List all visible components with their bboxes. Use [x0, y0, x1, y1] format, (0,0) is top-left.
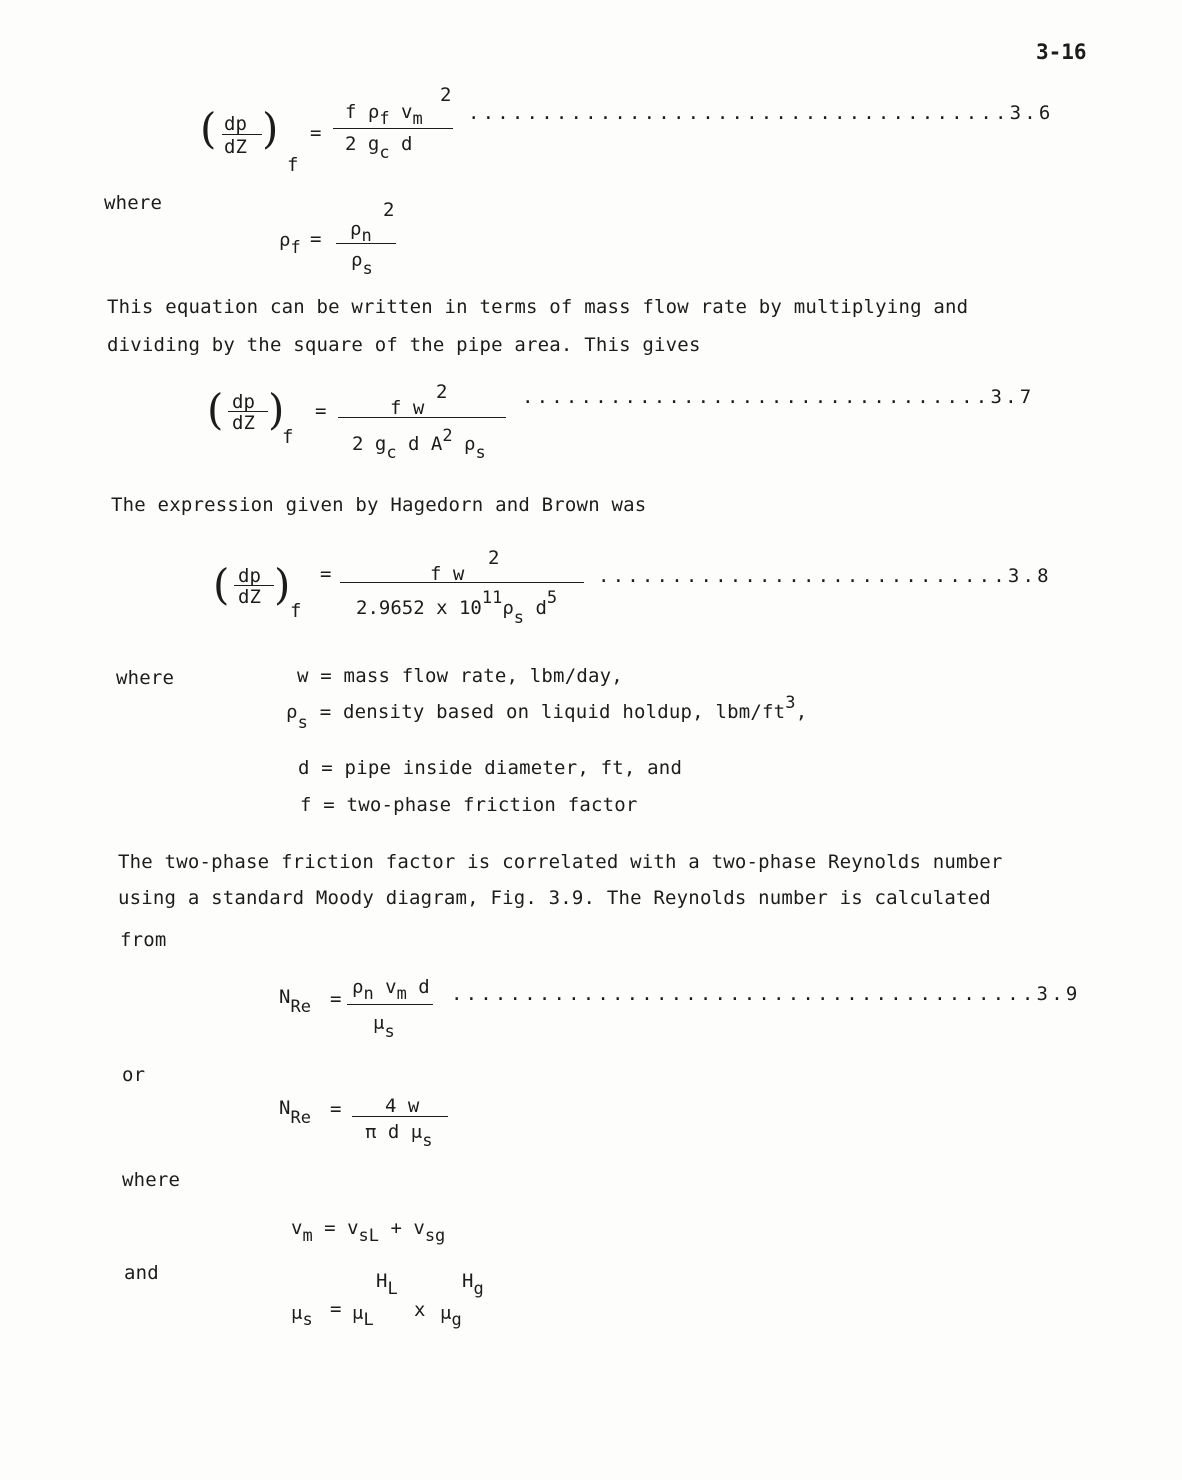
- fraction-bar: [336, 243, 396, 244]
- page-number: 3-16: [1036, 40, 1087, 64]
- numerator: f ρf vm: [345, 101, 423, 129]
- equation-number: ................................3.7: [522, 386, 1035, 408]
- numerator: f w: [430, 563, 465, 585]
- paragraph-line: from: [120, 929, 167, 951]
- numerator: 4 w: [385, 1095, 420, 1117]
- reynolds-lhs: NRe: [279, 986, 311, 1017]
- equals-sign: =: [330, 1298, 342, 1320]
- denominator: μs: [373, 1012, 395, 1042]
- fraction-bar: [338, 417, 506, 418]
- denominator: 2.9652 x 1011ρs d5: [356, 588, 558, 628]
- fraction-bar: [347, 1004, 433, 1005]
- lhs-subscript: f: [290, 600, 302, 622]
- mu-l: μL: [352, 1302, 374, 1330]
- mu-l-exponent: HL: [376, 1270, 398, 1299]
- numerator-superscript: 2: [383, 199, 395, 221]
- equals-sign: =: [315, 400, 327, 422]
- numerator: f w: [390, 397, 425, 419]
- fraction-bar: [333, 128, 453, 129]
- fraction-bar: [340, 582, 584, 583]
- numerator: ρn vm d: [352, 976, 430, 1004]
- equals-sign: =: [320, 563, 332, 585]
- rho-f-lhs: ρf: [279, 229, 301, 258]
- equation-number: ............................3.8: [598, 565, 1052, 587]
- where-label: where: [122, 1169, 181, 1191]
- lhs-dp: dp: [238, 565, 261, 587]
- or-label: or: [122, 1064, 146, 1086]
- denominator: 2 gc d A2 ρs: [352, 426, 486, 463]
- definition-d: d = pipe inside diameter, ft, and: [298, 757, 683, 779]
- equals-sign: =: [330, 988, 342, 1010]
- lhs-dp: dp: [224, 113, 247, 135]
- vm-definition: vm = vsL + vsg: [291, 1217, 446, 1246]
- numerator: ρn: [350, 218, 372, 246]
- right-paren: ): [262, 104, 279, 153]
- definition-w: w = mass flow rate, lbm/day,: [297, 665, 623, 687]
- mus-lhs: μs: [291, 1302, 313, 1330]
- denominator: ρs: [351, 249, 373, 279]
- equals-sign: =: [310, 122, 322, 144]
- paragraph-line: dividing by the square of the pipe area. This gives: [107, 334, 701, 356]
- paragraph-line: The two-phase friction factor is correlated with a two-phase Reynolds number: [118, 851, 1003, 873]
- denominator: π d μs: [365, 1121, 433, 1151]
- lhs-fraction-bar: [222, 134, 262, 135]
- equals-sign: =: [310, 228, 322, 250]
- right-paren: ): [268, 385, 285, 434]
- mu-g: μg: [440, 1302, 462, 1330]
- paragraph-line: The expression given by Hagedorn and Brown was: [111, 494, 647, 516]
- numerator-superscript: 2: [440, 84, 452, 106]
- lhs-dz: dZ: [238, 586, 261, 608]
- equation-number: .....................................3.6: [468, 102, 1054, 124]
- lhs-dz: dZ: [224, 136, 247, 158]
- definition-f: f = two-phase friction factor: [300, 794, 638, 816]
- paragraph-line: This equation can be written in terms of mass flow rate by multiplying and: [107, 296, 969, 318]
- times-sign: x: [414, 1299, 426, 1321]
- fraction-bar: [352, 1116, 448, 1117]
- numerator-superscript: 2: [488, 547, 500, 569]
- reynolds-lhs: NRe: [279, 1097, 311, 1128]
- lhs-dz: dZ: [232, 412, 255, 434]
- equals-sign: =: [330, 1098, 342, 1120]
- where-label: where: [116, 667, 175, 689]
- left-paren: (: [207, 385, 224, 434]
- lhs-dp: dp: [232, 391, 255, 413]
- and-label: and: [124, 1262, 159, 1284]
- paragraph-line: using a standard Moody diagram, Fig. 3.9. The Reynolds number is calculated: [118, 887, 991, 909]
- lhs-subscript: f: [287, 154, 299, 176]
- equation-number: ........................................3.9: [451, 983, 1081, 1005]
- where-label: where: [104, 192, 163, 214]
- definition-rho-s: ρs = density based on liquid holdup, lbm/ft3,: [286, 693, 808, 733]
- left-paren: (: [200, 104, 217, 153]
- lhs-subscript: f: [282, 426, 294, 448]
- numerator-superscript: 2: [436, 381, 448, 403]
- denominator: 2 gc d: [345, 133, 413, 163]
- right-paren: ): [274, 560, 291, 609]
- left-paren: (: [213, 560, 230, 609]
- mu-g-exponent: Hg: [462, 1270, 484, 1299]
